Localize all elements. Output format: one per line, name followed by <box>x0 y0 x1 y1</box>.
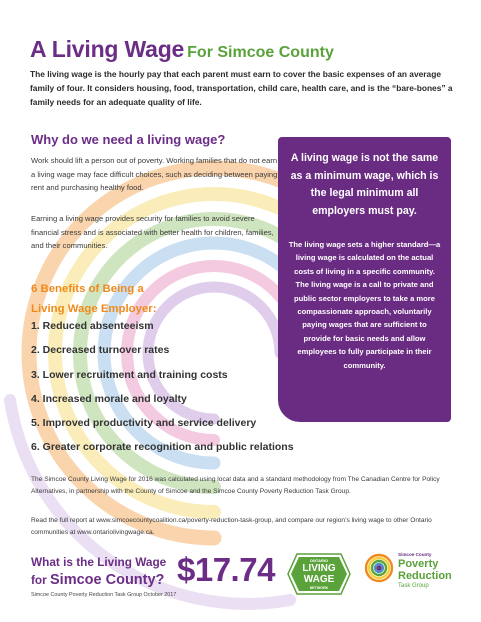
wage-amount: $17.74 <box>177 551 275 588</box>
callout-body: The living wage sets a higher standard—a living wage is calculated on the actual costs of living in a specific community. The living wage is a call to private and public sector employers to take a more compassionate approach, voluntarily paying wages that are sufficient to provide for basic needs and allow employees to fully participate in their community. <box>288 240 441 370</box>
callout-box <box>278 137 451 422</box>
question-for: for <box>31 573 51 587</box>
benefit-item: 2. Decreased turnover rates <box>31 344 170 357</box>
benefit-item: 5. Improved productivity and service delivery <box>31 417 257 430</box>
credit-line: Simcoe County Poverty Reduction Task Group October 2017 <box>31 592 177 598</box>
benefit-item: 3. Lower recruitment and training costs <box>31 368 228 381</box>
benefits-heading <box>31 279 157 319</box>
living-wage-question <box>31 553 166 589</box>
lw-title <box>287 563 351 585</box>
benefit-item: 1. Reduced absenteeism <box>31 320 154 332</box>
lw-ontario: ONTARIO <box>309 558 329 563</box>
why-paragraph-2: Earning a living wage provides security for families to avoid severe financial stress and is associated with better health for children, families, and their communities. <box>31 214 274 250</box>
prtg-reduction: Reduction <box>398 570 452 582</box>
prtg-rings-icon <box>364 553 394 583</box>
prtg-county: Simcoe County <box>398 552 432 557</box>
intro-paragraph: The living wage is the hourly pay that each parent must earn to cover the basic expenses of an average family of four. It considers housing, food, transportation, child care, health care, and is the “bare-bones” a family needs for an adequate quality of life. <box>30 69 453 107</box>
benefit-item: 6. Greater corporate recognition and public relations <box>31 441 294 454</box>
callout-heading: A living wage is not the same as a minimum wage, which is the legal minimum all employers must pay. <box>290 152 439 217</box>
lw-wage: WAGE <box>303 574 335 585</box>
prtg-poverty: Poverty <box>398 558 439 570</box>
lw-living: LIVING <box>302 563 336 574</box>
benefits-heading-line-1: 6 Benefits of Being a <box>31 283 144 295</box>
benefits-heading-line-2: Living Wage Employer: <box>31 303 157 315</box>
benefit-item: 4. Increased morale and loyalty <box>31 392 187 405</box>
page-title <box>30 36 334 66</box>
benefits-list <box>31 314 294 460</box>
title-sub: For Simcoe County <box>187 44 334 61</box>
prtg-logo-text <box>398 552 452 590</box>
question-county: Simcoe County? <box>50 572 165 588</box>
why-paragraph-1: Work should lift a person out of poverty. Working families that do not earn a living wage may face difficult choices, such as deciding between paying rent and purchasing healthy food. <box>31 156 278 192</box>
question-line-1: What is the Living Wage <box>31 555 167 569</box>
methodology-paragraph: The Simcoe County Living Wage for 2016 was calculated using local data and a standard methodology from The Canadian Centre for Policy Alternatives, in partnership with the County of Simcoe and the Simcoe County Poverty Reduction Task Group. <box>31 476 440 495</box>
prtg-task-group: Task Group <box>398 583 429 589</box>
title-main: A Living Wage <box>30 36 185 62</box>
report-links-paragraph: Read the full report at www.simcoecountycoalition.ca/poverty-reduction-task-group, and compare our region’s living wage to other Ontario communities at www.ontariolivingwage.ca. <box>31 517 432 536</box>
why-heading: Why do we need a living wage? <box>31 132 226 147</box>
lw-network: NETWORK <box>309 586 329 590</box>
ontario-living-wage-network-logo <box>287 553 351 595</box>
